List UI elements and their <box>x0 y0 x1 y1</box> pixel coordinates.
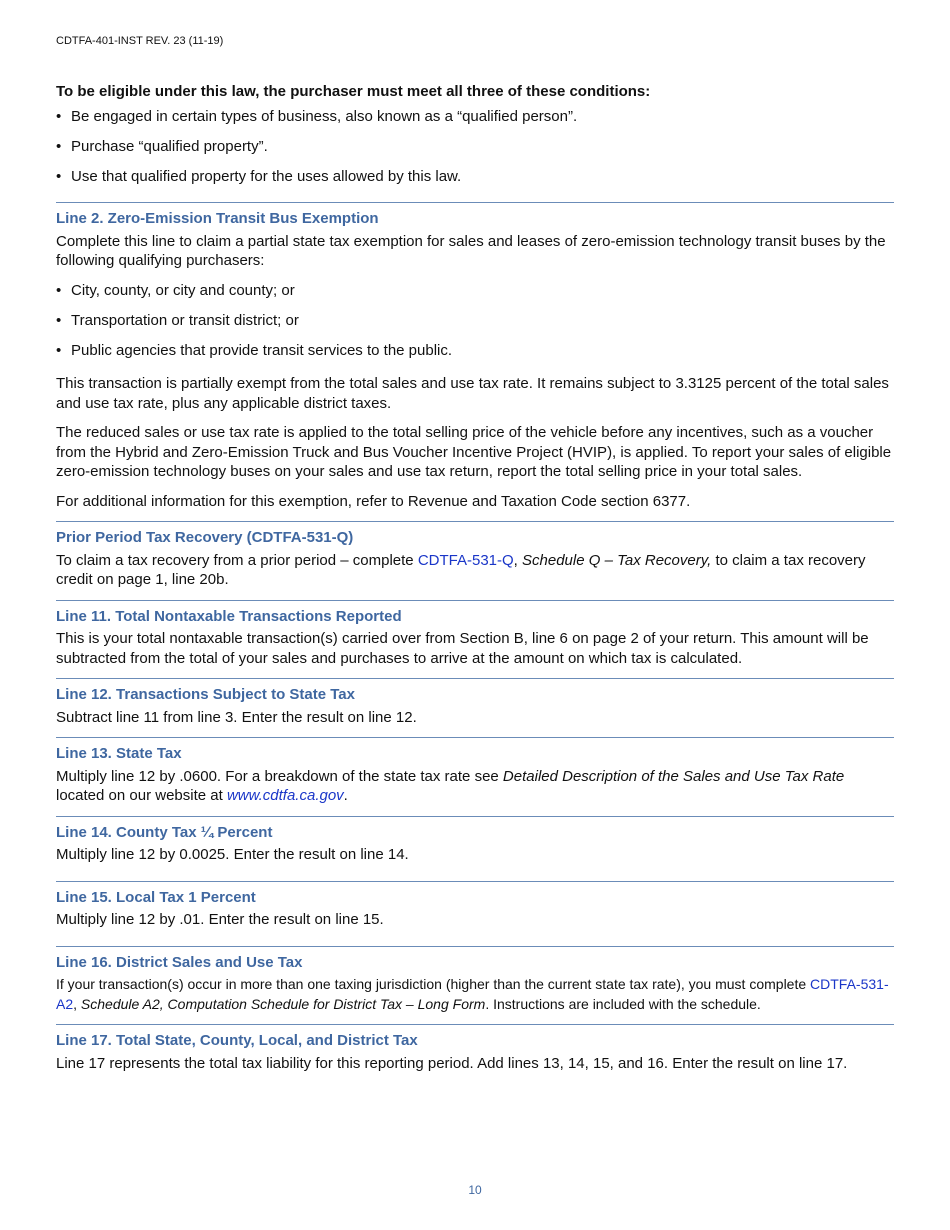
eligibility-list <box>56 107 894 187</box>
paragraph: The reduced sales or use tax rate is applied to the total selling price of the vehicle before any incentives, such as a voucher from the Hybrid and Zero-Emission Truck and Bus Voucher Incentive Project (HVIP), is applied. To report your sales of eligible zero-emission technology buses on your sales and use tax return, report the total selling price in your total sales. <box>56 424 892 480</box>
rate-description-title: Detailed Description of the Sales and Use Tax Rate <box>502 767 845 785</box>
text: If your transaction(s) occur in more than one taxing jurisdiction (higher than the current state tax rate), you must complete <box>56 976 811 992</box>
section-line-11 <box>56 600 894 679</box>
text: . Instructions are included with the schedule. <box>485 995 761 1012</box>
paragraph: For additional information for this exemption, refer to Revenue and Taxation Code section 6377. <box>56 492 691 510</box>
paragraph: Line 17 represents the total tax liability for this reporting period. Add lines 13, 14, 15, and 16. Enter the result on line 17. <box>56 1054 848 1072</box>
paragraph <box>56 767 894 806</box>
section-title: Line 16. District Sales and Use Tax <box>56 953 303 971</box>
text: to claim a tax recovery credit on page 1, line 20b. <box>56 551 866 588</box>
paragraph: This transaction is partially exempt from the total sales and use tax rate. It remains subject to 3.3125 percent of the total sales and use tax rate, plus any applicable district taxes. <box>56 375 889 412</box>
section-prior-period <box>56 521 894 600</box>
section-title: Line 17. Total State, County, Local, and District Tax <box>56 1032 418 1049</box>
section-line-17 <box>56 1024 894 1083</box>
paragraph: Multiply line 12 by .01. Enter the result on line 15. <box>56 911 384 928</box>
eligibility-heading: To be eligible under this law, the purchaser must meet all three of these conditions: <box>56 83 651 100</box>
purchaser-list <box>56 281 894 361</box>
text: To claim a tax recovery from a prior period – complete <box>56 551 418 569</box>
list-item: • Purchase “qualified property”. <box>56 137 894 157</box>
list-item: • Be engaged in certain types of business, also known as a “qualified person”. <box>56 107 894 127</box>
text: , <box>73 995 81 1012</box>
section-title: Line 14. County Tax ¼ Percent <box>56 823 273 841</box>
paragraph: Multiply line 12 by 0.0025. Enter the result on line 14. <box>56 846 409 863</box>
list-item: • City, county, or city and county; or <box>56 281 894 301</box>
section-line-14 <box>56 816 894 881</box>
list-item: • Transportation or transit district; or <box>56 311 894 331</box>
paragraph <box>56 975 894 1014</box>
text: located on our website at <box>56 787 227 804</box>
form-id: CDTFA-401-INST REV. 23 (11-19) <box>56 35 224 47</box>
section-title: Line 2. Zero-Emission Transit Bus Exemption <box>56 210 379 227</box>
paragraph: This is your total nontaxable transaction(s) carried over from Section B, line 6 on page 2 of your return. This amount will be subtracted from the total of your sales and purchases to arrive at the amount on which tax is calculated. <box>56 630 869 667</box>
schedule-title: Schedule Q – Tax Recovery, <box>522 551 712 569</box>
cdtfa-531-a2-link[interactable]: CDTFA-531-A2 <box>56 976 889 1012</box>
text: Multiply line 12 by .0600. For a breakdown of the state tax rate see <box>56 767 503 785</box>
section-title: Line 11. Total Nontaxable Transactions Reported <box>56 607 402 625</box>
content <box>56 82 894 1083</box>
paragraph: Complete this line to claim a partial state tax exemption for sales and leases of zero-emission technology transit buses by the following qualifying purchasers: <box>56 232 886 269</box>
section-line-2 <box>56 202 894 521</box>
page-number: 10 <box>468 1183 482 1197</box>
section-title: Line 15. Local Tax 1 Percent <box>56 888 256 906</box>
cdtfa-531-q-link[interactable]: CDTFA-531-Q <box>417 551 514 569</box>
paragraph <box>56 551 894 590</box>
list-item: • Public agencies that provide transit services to the public. <box>56 341 894 361</box>
section-title: Line 12. Transactions Subject to State Tax <box>56 686 355 703</box>
list-item: • Use that qualified property for the uses allowed by this law. <box>56 167 894 187</box>
section-line-12 <box>56 678 894 737</box>
paragraph: Subtract line 11 from line 3. Enter the result on line 12. <box>56 708 417 726</box>
section-line-15 <box>56 881 894 946</box>
schedule-title: Schedule A2, Computation Schedule for District Tax – Long Form <box>80 995 486 1012</box>
text: . <box>343 787 348 804</box>
text: , <box>513 551 523 569</box>
document-page <box>56 0 894 1230</box>
section-line-13 <box>56 737 894 816</box>
section-title: Line 13. State Tax <box>56 745 182 762</box>
website-link[interactable]: www.cdtfa.ca.gov <box>226 787 344 804</box>
section-line-16 <box>56 946 894 1025</box>
section-title: Prior Period Tax Recovery (CDTFA-531-Q) <box>56 529 354 546</box>
